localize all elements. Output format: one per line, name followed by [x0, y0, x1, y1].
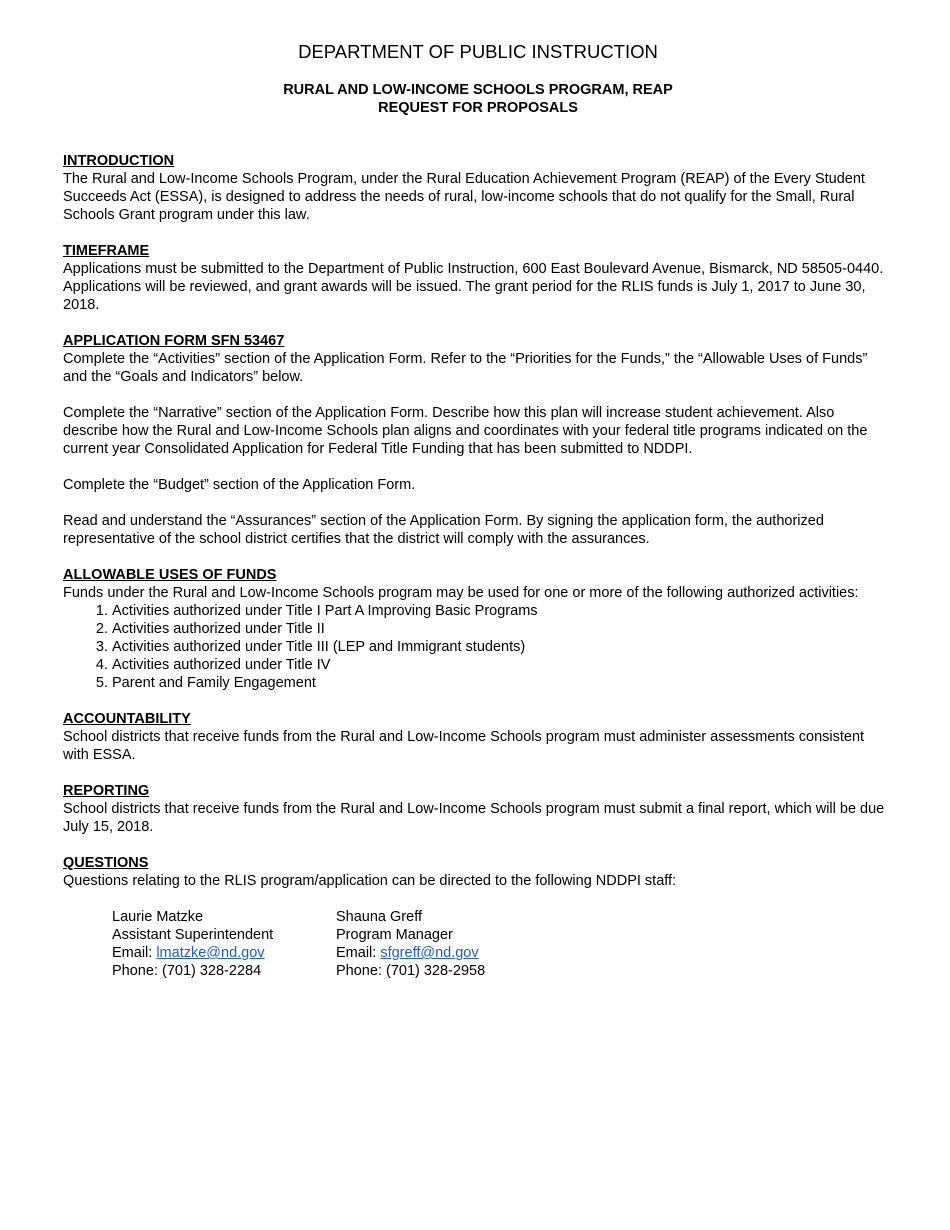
- accountability-text: School districts that receive funds from the Rural and Low-Income Schools program must administer assessments consistent with ESSA.: [63, 729, 865, 763]
- timeframe-heading: TIMEFRAME: [63, 243, 150, 259]
- contact-card-greff: [336, 908, 560, 980]
- list-item: 3. Activities authorized under Title III (LEP and Immigrant students): [112, 638, 893, 656]
- contact-name: Laurie Matzke: [112, 909, 204, 925]
- list-item: 5. Parent and Family Engagement: [112, 674, 893, 692]
- program-title: [63, 81, 893, 117]
- questions-section: [63, 854, 893, 980]
- accountability-section: [63, 710, 893, 764]
- timeframe-section: [63, 242, 893, 314]
- contact-title: Program Manager: [336, 927, 453, 943]
- program-name: RURAL AND LOW-INCOME SCHOOLS PROGRAM, REAP: [283, 82, 673, 98]
- allowable-uses-intro: Funds under the Rural and Low-Income Schools program may be used for one or more of the following authorized activities:: [63, 585, 859, 601]
- contact-email-line: [336, 944, 560, 962]
- budget-paragraph: Complete the “Budget” section of the Application Form.: [63, 477, 416, 493]
- narrative-paragraph: Complete the “Narrative” section of the Application Form. Describe how this plan will increase student achievement. Also describe how the Rural and Low-Income Schools plan aligns and coordinates with your federal title programs indicated on the current year Consolidated Application for Federal Title Funding that has been submitted to NDDPI.: [63, 405, 868, 457]
- email-link-greff[interactable]: sfgreff@nd.gov: [380, 945, 479, 961]
- document-page: [63, 40, 893, 980]
- contacts: [63, 908, 893, 980]
- introduction-text: The Rural and Low-Income Schools Program, under the Rural Education Achievement Program (REAP) of the Every Student Succeeds Act (ESSA), is designed to address the needs of rural, low-income schools that do not qualify for the Small, Rural Schools Grant program under this law.: [63, 171, 865, 223]
- list-item: 4. Activities authorized under Title IV: [112, 656, 893, 674]
- contact-name: Shauna Greff: [336, 909, 422, 925]
- contact-phone: Phone: (701) 328-2958: [336, 963, 486, 979]
- reporting-text: School districts that receive funds from the Rural and Low-Income Schools program must submit a final report, which will be due July 15, 2018.: [63, 801, 885, 835]
- assurances-paragraph: Read and understand the “Assurances” section of the Application Form. By signing the application form, the authorized representative of the school district certifies that the district will comply with the assurances.: [63, 513, 824, 547]
- reporting-heading: REPORTING: [63, 783, 150, 799]
- questions-heading: QUESTIONS: [63, 855, 149, 871]
- introduction-section: [63, 152, 893, 224]
- reporting-section: [63, 782, 893, 836]
- request-title: REQUEST FOR PROPOSALS: [378, 100, 578, 116]
- list-item: 2. Activities authorized under Title II: [112, 620, 893, 638]
- email-label: Email:: [112, 945, 157, 961]
- email-link-matzke[interactable]: lmatzke@nd.gov: [156, 945, 265, 961]
- questions-intro: Questions relating to the RLIS program/application can be directed to the following NDDPI staff:: [63, 873, 677, 889]
- department-title: DEPARTMENT OF PUBLIC INSTRUCTION: [298, 41, 658, 62]
- allowable-uses-section: [63, 566, 893, 692]
- timeframe-text: Applications must be submitted to the Department of Public Instruction, 600 East Boulevard Avenue, Bismarck, ND 58505-0440. Applications will be reviewed, and grant awards will be issued. The grant period for the RLIS funds is July 1, 2017 to June 30, 2018.: [63, 261, 884, 313]
- contact-phone: Phone: (701) 328-2284: [112, 963, 262, 979]
- email-label: Email:: [336, 945, 381, 961]
- application-form-heading: APPLICATION FORM SFN 53467: [63, 333, 285, 349]
- allowable-uses-list: [63, 602, 893, 692]
- contact-card-matzke: [112, 908, 336, 980]
- list-item: 1. Activities authorized under Title I Part A Improving Basic Programs: [112, 602, 893, 620]
- accountability-heading: ACCOUNTABILITY: [63, 711, 191, 727]
- contact-title: Assistant Superintendent: [112, 927, 274, 943]
- activities-paragraph: Complete the “Activities” section of the Application Form. Refer to the “Priorities for the Funds,” the “Allowable Uses of Funds” and the “Goals and Indicators” below.: [63, 351, 868, 385]
- contact-email-line: [112, 944, 336, 962]
- application-form-section: [63, 332, 893, 548]
- introduction-heading: INTRODUCTION: [63, 153, 175, 169]
- allowable-uses-heading: ALLOWABLE USES OF FUNDS: [63, 567, 277, 583]
